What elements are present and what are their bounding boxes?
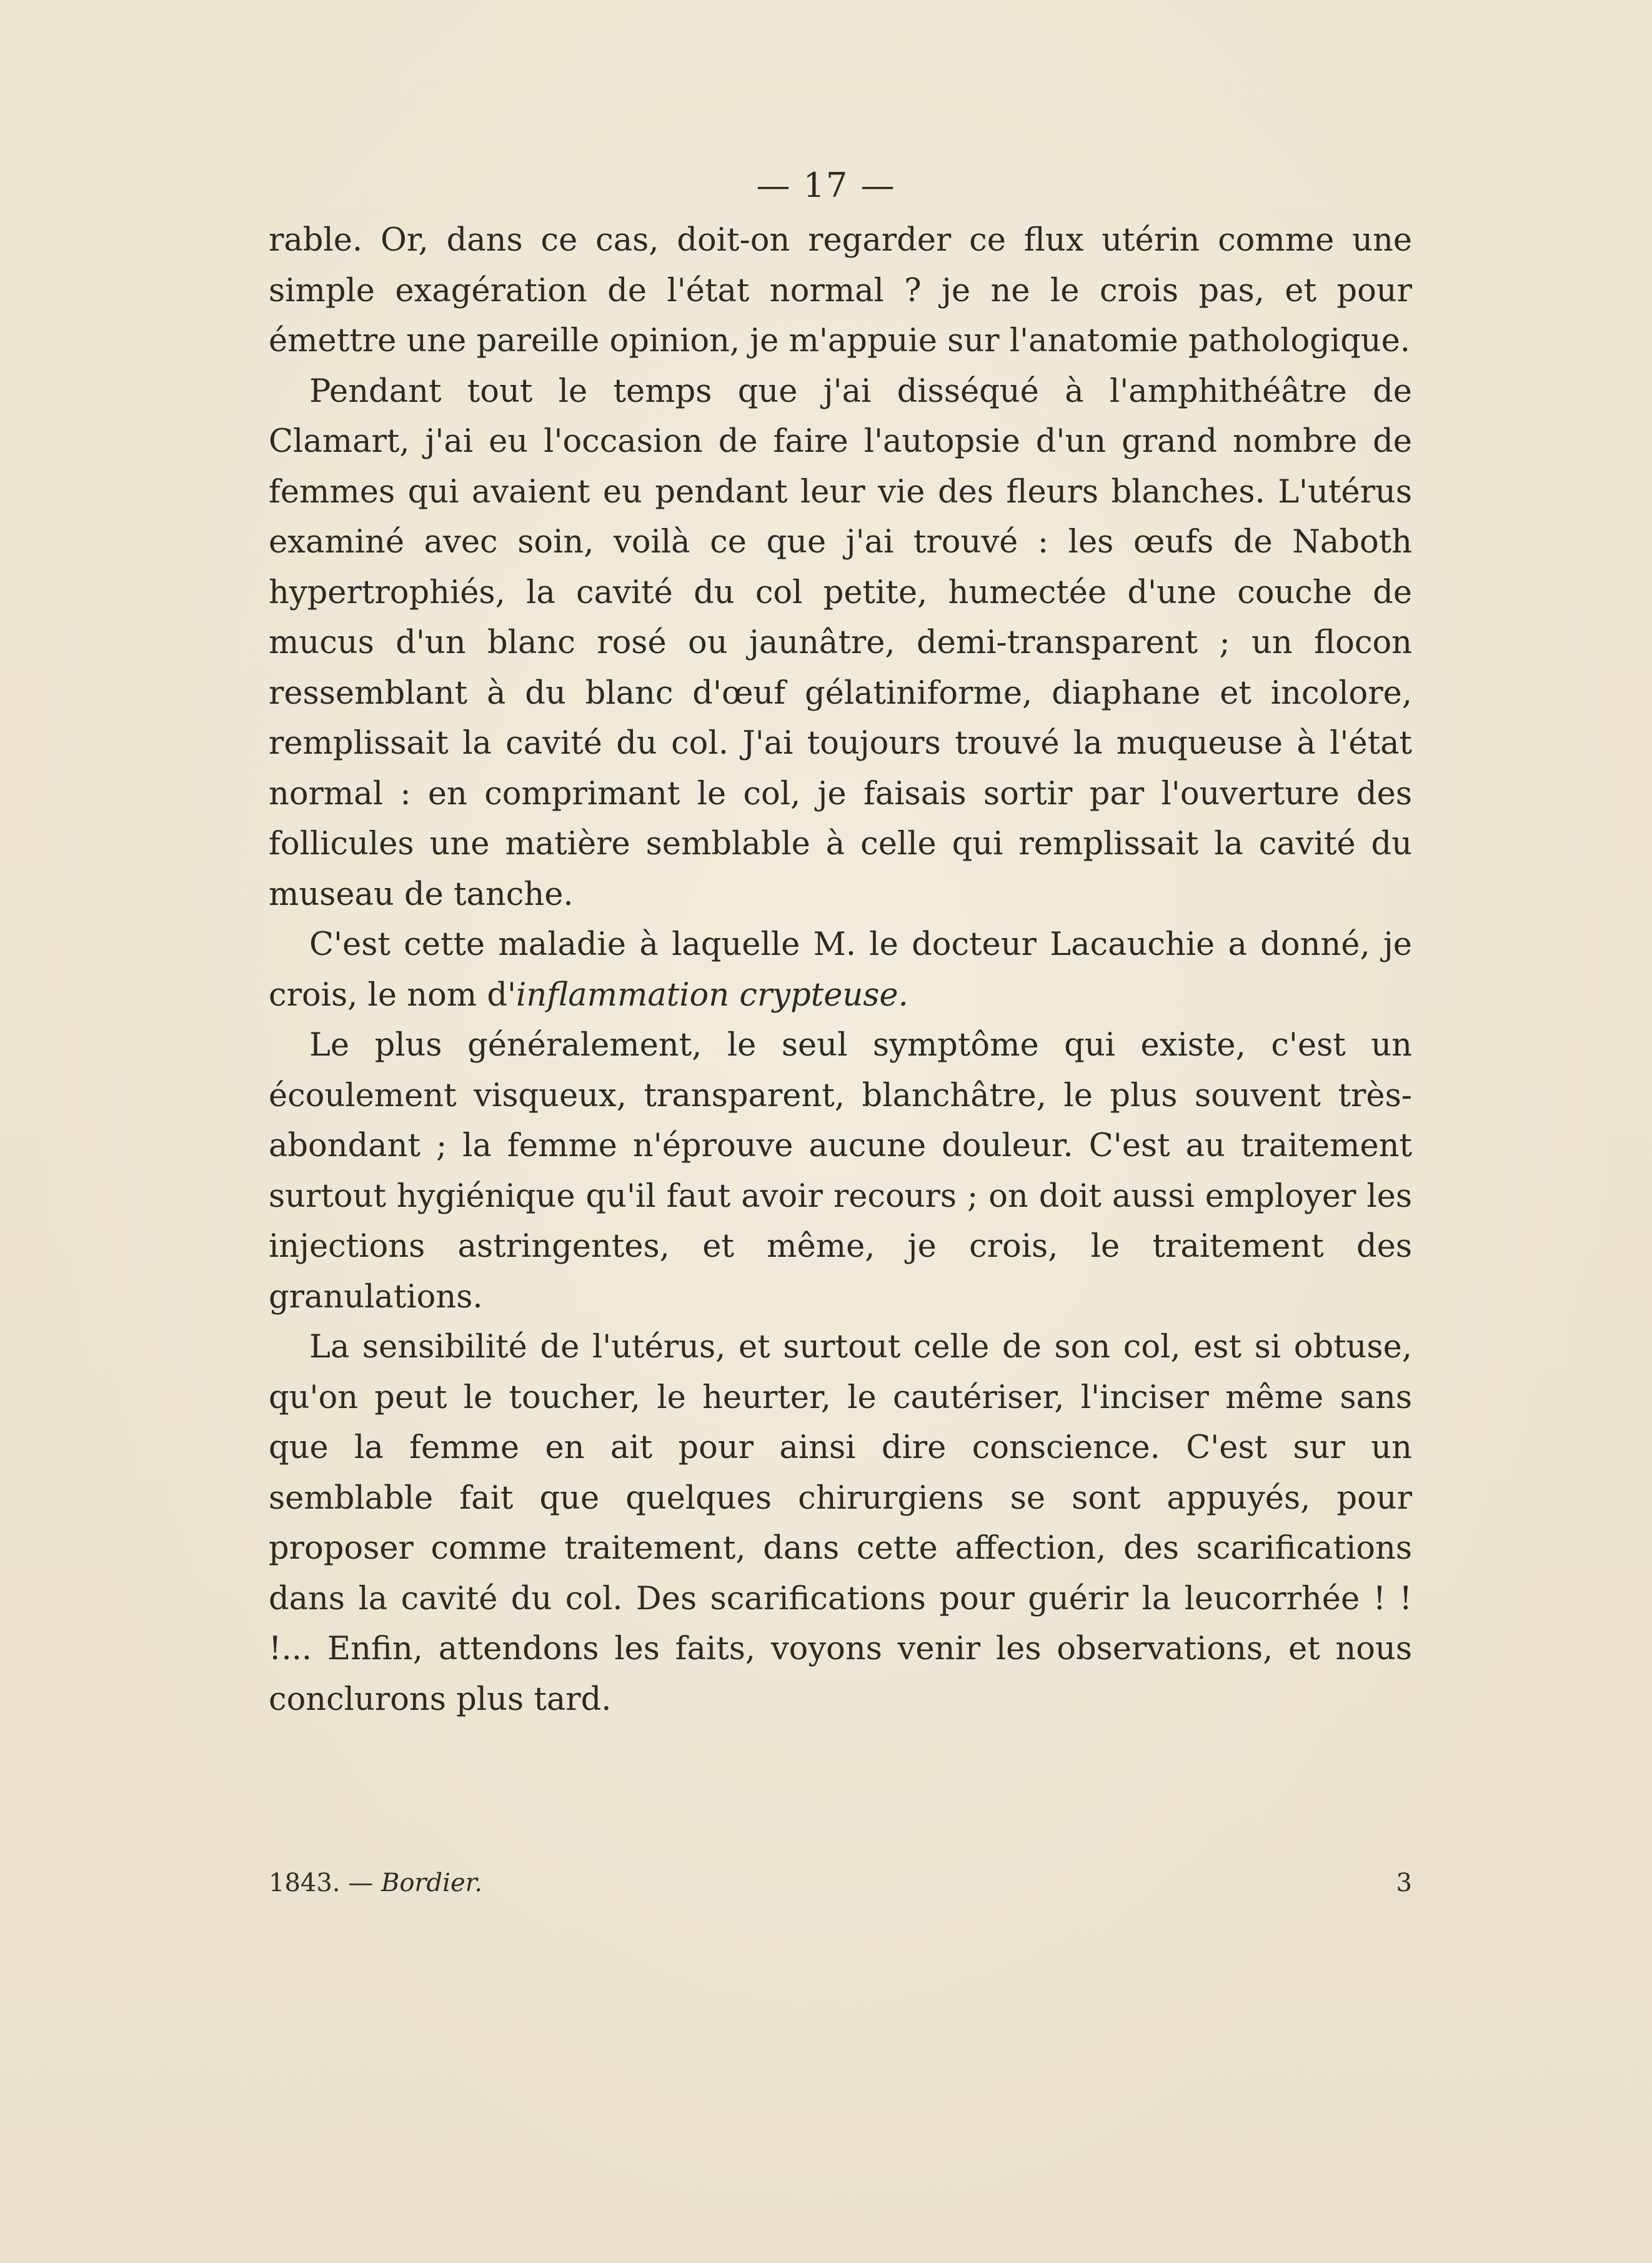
signature-mark: 3 bbox=[1396, 1869, 1412, 1897]
footer-year: 1843. — bbox=[269, 1869, 374, 1897]
paragraph-4: Le plus généralement, le seul symptôme qui existe, c'est un écoulement visqueux, transparent, blanchâtre, le plus souvent très-abondant ; la femme n'éprouve aucune douleur. C'est au traitement surtout hygiénique qu'il faut avoir recours ; on doit aussi employer les injections astringentes, et même, je crois, le traitement des granulations. bbox=[269, 1027, 1412, 1316]
paragraph-1: rable. Or, dans ce cas, doit-on regarder ce flux utérin comme une simple exagération de l'état normal ? je ne le crois pas, et pour émettre une pareille opinion, je m'appuie sur l'anatomie pathologique. bbox=[269, 222, 1412, 359]
paragraph-3-text: C'est cette maladie à laquelle M. le docteur Lacauchie a donné, je crois, le nom d' bbox=[269, 926, 1412, 1014]
page-number: — 17 — bbox=[756, 166, 896, 205]
paragraph-5: La sensibilité de l'utérus, et surtout celle de son col, est si obtuse, qu'on peut le toucher, le heurter, le cautériser, l'inciser même sans que la femme en ait pour ainsi dire conscience. C'est sur un semblable fait que quelques chirurgiens se sont appuyés, pour proposer comme traitement, dans cette affection, des scarifications dans la cavité du col. Des scarifications pour guérir la leucorrhée ! ! !... Enfin, attendons les faits, voyons venir les observations, et nous conclurons plus tard. bbox=[269, 1329, 1412, 1718]
paragraph-2: Pendant tout le temps que j'ai disséqué à l'amphithéâtre de Clamart, j'ai eu l'occasion de faire l'autopsie d'un grand nombre de femmes qui avaient eu pendant leur vie des fleurs blanches. L'utérus examiné avec soin, voilà ce que j'ai trouvé : les œufs de Naboth hypertrophiés, la cavité du col petite, humectée d'une couche de mucus d'un blanc rosé ou jaunâtre, demi-transparent ; un flocon ressemblant à du blanc d'œuf gélatiniforme, diaphane et incolore, remplissait la cavité du col. J'ai toujours trouvé la muqueuse à l'état normal : en comprimant le col, je faisais sortir par l'ouverture des follicules une matière semblable à celle qui remplissait la cavité du museau de tanche. bbox=[269, 372, 1412, 913]
body-text bbox=[269, 216, 1412, 1725]
footer-imprint bbox=[269, 1869, 482, 1897]
paragraph-3 bbox=[269, 920, 1412, 1021]
footer-author: Bordier. bbox=[381, 1869, 483, 1897]
paragraph-3-italic-term: inflammation crypteuse. bbox=[516, 976, 908, 1014]
